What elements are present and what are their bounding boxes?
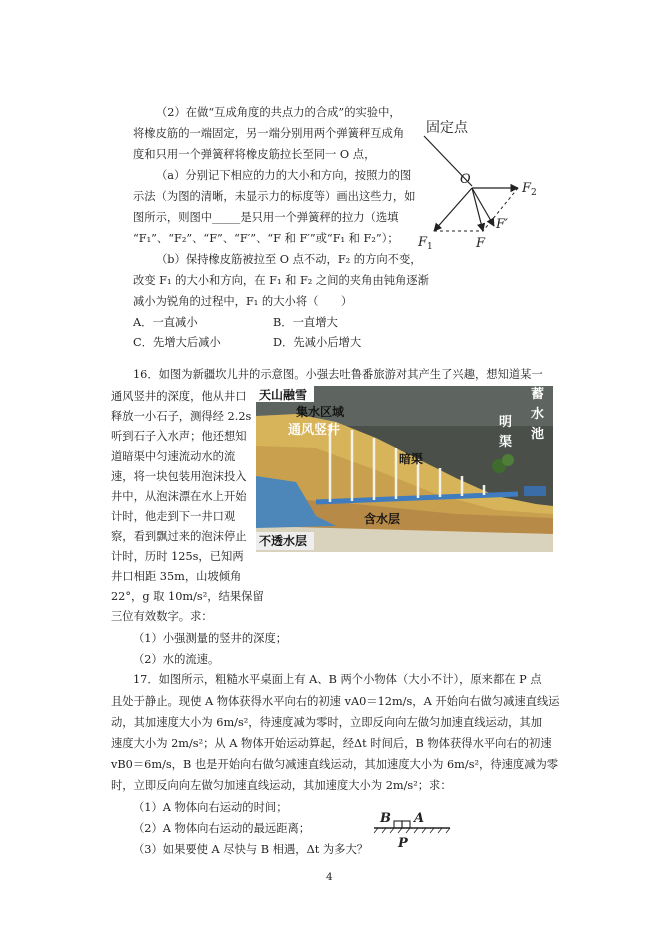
force-f1-arrow [434,188,472,231]
q17-sub-1: （1）A 物体向右运动的时间； [133,801,288,814]
block-diagram [370,808,455,850]
fixed-point-label: 固定点 [426,120,468,136]
q16-line-10: 计时，历时 125s，已知两 [111,550,244,563]
fprime-label: F′ [496,217,508,232]
label-dark-channel: 暗渠 [399,452,424,466]
q16-line-2: 通风竖井的深度，他从井口 [111,390,247,403]
q15-option-b: B．一直增大 [273,316,338,329]
point-o-label: O [460,172,471,187]
q15-line-8: （b）保持橡皮筋被拉至 O 点不动，F₂ 的方向不变， [156,253,422,266]
label-aquifer: 含水层 [364,512,401,526]
label-shaft: 通风竖井 [288,423,341,438]
page-number: 4 [326,871,333,883]
force-diagram [410,108,570,258]
q16-line-4: 听到石子入水声；他还想知 [111,430,247,443]
label-pool-3: 池 [531,427,545,442]
q16-line-9: 察，看到飘过来的泡沫停止 [111,530,247,543]
q15-line-5: 示法（为图的清晰，未显示力的标度等）画出这些力，如 [133,190,416,203]
label-a: A [414,811,425,826]
label-impermeable: 不透水层 [259,534,308,548]
q15-line-1: （2）在做“互成角度的共点力的合成”的实验中， [156,106,401,119]
q16-line-1: 16．如图为新疆坎儿井的示意图。小强去吐鲁番旅游对其产生了兴趣，想知道某一 [133,368,543,381]
q15-option-a: A．一直减小 [133,316,198,329]
q16-line-8: 计时，他走到下一井口观 [111,510,236,523]
q15-option-c: C．先增大后减小 [133,336,221,349]
object-a [402,821,410,828]
force-fprime-arrow [472,188,494,226]
q16-line-12: 22°，g 取 10m/s²，结果保留 [111,590,264,603]
q15-line-10: 减小为锐角的过程中，F₁ 的大小将（ ） [133,295,353,308]
q16-line-13: 三位有效数字。求： [111,610,213,623]
q16-line-5: 道暗渠中匀速流动水的流 [111,450,236,463]
q16-sub-1: （1）小强测量的竖井的深度； [133,632,288,645]
q15-line-7: “F₁”、“F₂”、“F”、“F′”、“F 和 F′”或“F₁ 和 F₂”）； [133,232,399,245]
label-pool-1: 蓄 [531,387,545,402]
label-open-channel-1: 明 [499,415,513,430]
q15-line-2: 将橡皮筋的一端固定，另一端分别用两个弹簧秤互成角 [133,127,405,140]
q17-line-6: 时，立即反向向左做匀加速直线运动，其加速度大小为 2m/s²；求： [111,779,452,792]
f2-subscript: 2 [531,188,537,198]
table-hatching [374,828,450,833]
q15-line-6: 图所示，则图中_____是只用一个弹簧秤的拉力（选填 [133,211,399,224]
q17-line-3: 动，其加速度大小为 6m/s²，待速度减为零时，立即反向向左做匀加速直线运动，其加 [111,716,543,729]
q17-line-1: 17．如图所示，粗糙水平桌面上有 A、B 两个小物体（大小不计），原来都在 P 点 [133,673,542,686]
label-catchment: 集水区域 [296,405,345,419]
svg-text:F2 [521,181,537,198]
label-open-channel-2: 渠 [499,435,513,450]
force-f-arrow [472,188,483,231]
f1-subscript: 1 [427,242,433,252]
label-p: P [398,836,408,850]
q17-sub-2: （2）A 物体向右运动的最远距离； [133,822,311,835]
q16-sub-2: （2）水的流速。 [133,653,220,666]
label-b: B [380,811,391,826]
f2-label: F [522,181,532,196]
label-snowmelt: 天山融雪 [259,388,308,402]
svg-text:F1 [417,235,433,252]
q16-line-11: 井口相距 35m，山坡倾角 [111,570,242,583]
q15-line-9: 改变 F₁ 的大小和方向，在 F₁ 和 F₂ 之间的夹角由钝角逐渐 [133,274,429,287]
object-b [394,821,402,828]
karez-illustration [256,386,553,552]
q17-sub-3: （3）如果要使 A 尽快与 B 相遇，Δt 为多大？ [133,843,369,856]
q16-line-6: 速，将一块包装用泡沫投入 [111,470,247,483]
q15-line-3: 度和只用一个弹簧秤将橡皮筋拉长至同一 O 点， [133,148,376,161]
label-pool-2: 水 [531,407,545,422]
q17-line-5: vB0＝6m/s，B 也是开始向右做匀减速直线运动，其加速度大小为 6m/s²，待速度减为零 [111,758,559,771]
q16-line-3: 释放一小石子，测得经 2.2s [111,410,252,423]
f-label: F [476,236,486,251]
f1-label: F [418,235,428,250]
q15-line-4: （a）分别记下相应的力的大小和方向，按照力的图 [156,169,412,182]
q17-line-4: 速度大小为 2m/s²；从 A 物体开始运动算起，经Δt 时间后，B 物体获得水平向右的初速 [111,737,552,750]
q17-line-2: 且处于静止。现使 A 物体获得水平向右的初速 vA0＝12m/s，A 开始向右做匀减速直线运 [111,695,560,708]
q16-line-7: 井中，从泡沫漂在水上开始 [111,490,247,503]
q15-option-d: D．先减小后增大 [273,336,362,349]
